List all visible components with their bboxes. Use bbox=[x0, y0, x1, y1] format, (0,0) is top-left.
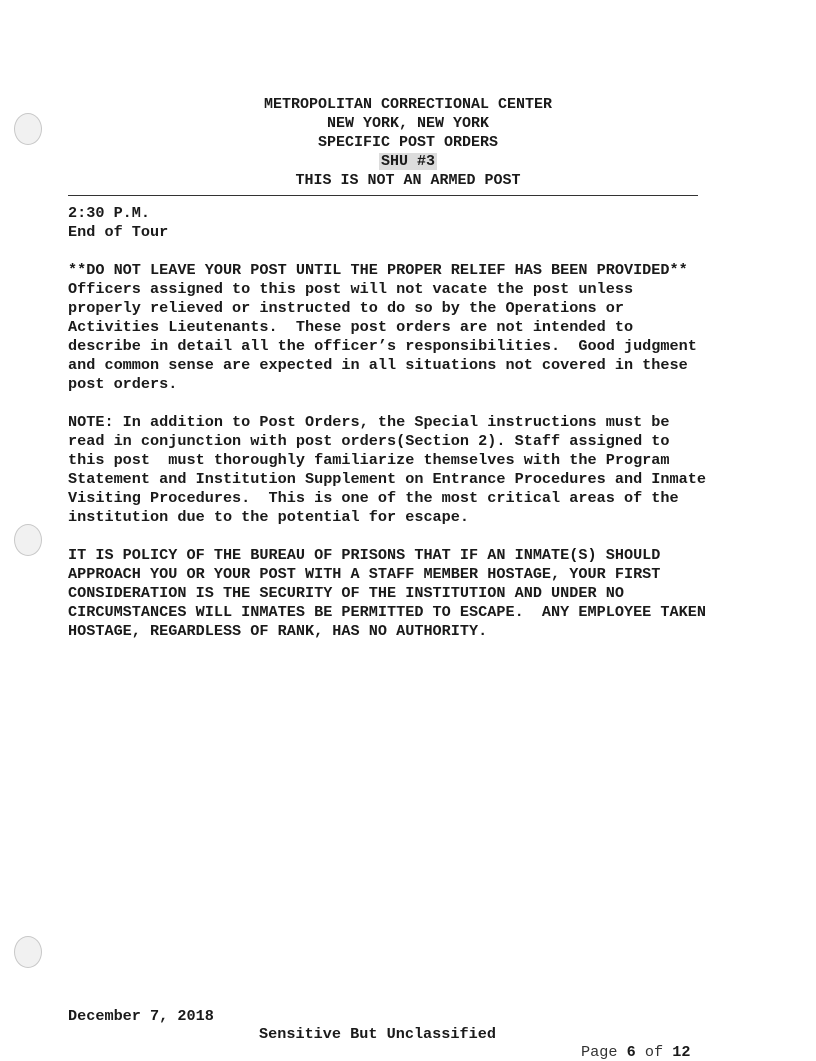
text-line: Statement and Institution Supplement on Entrance Procedures and Inmate bbox=[68, 470, 706, 488]
page-number bbox=[581, 1043, 690, 1061]
text-line: properly relieved or instructed to do so by the Operations or bbox=[68, 299, 624, 317]
page-footer bbox=[68, 989, 691, 1061]
text-line: Visiting Procedures. This is one of the most critical areas of the bbox=[68, 489, 679, 507]
text-line: describe in detail all the officer’s responsibilities. Good judgment bbox=[68, 337, 697, 355]
text-line: CONSIDERATION IS THE SECURITY OF THE INSTITUTION AND UNDER NO bbox=[68, 584, 624, 602]
header-institution: METROPOLITAN CORRECTIONAL CENTER bbox=[263, 96, 553, 113]
text-line: institution due to the potential for escape. bbox=[68, 508, 470, 526]
text-line: **DO NOT LEAVE YOUR POST UNTIL THE PROPER RELIEF HAS BEEN PROVIDED** bbox=[68, 261, 688, 279]
header-divider bbox=[68, 195, 698, 196]
text-line: CIRCUMSTANCES WILL INMATES BE PERMITTED TO ESCAPE. ANY EMPLOYEE TAKEN bbox=[68, 603, 706, 621]
time: 2:30 P.M. bbox=[68, 204, 151, 222]
header-location: NEW YORK, NEW YORK bbox=[326, 115, 490, 132]
footer-date: December 7, 2018 bbox=[68, 1007, 214, 1025]
text-line: NOTE: In addition to Post Orders, the Special instructions must be bbox=[68, 413, 670, 431]
header-doc-type: SPECIFIC POST ORDERS bbox=[317, 134, 499, 151]
header-armed-status: THIS IS NOT AN ARMED POST bbox=[295, 172, 521, 189]
text-line: this post must thoroughly familiarize themselves with the Program bbox=[68, 451, 670, 469]
paragraph-relief bbox=[68, 261, 697, 394]
page-current: 6 bbox=[626, 1043, 636, 1061]
punch-hole-bottom bbox=[14, 936, 42, 968]
text-line: post orders. bbox=[68, 375, 178, 393]
text-line: APPROACH YOU OR YOUR POST WITH A STAFF MEMBER HOSTAGE, YOUR FIRST bbox=[68, 565, 661, 583]
footer-classification: Sensitive But Unclassified bbox=[259, 1025, 496, 1043]
text-line: read in conjunction with post orders(Section 2). Staff assigned to bbox=[68, 432, 670, 450]
text-line: IT IS POLICY OF THE BUREAU OF PRISONS THAT IF AN INMATE(S) SHOULD bbox=[68, 546, 661, 564]
document-header bbox=[0, 95, 816, 190]
text-line: Officers assigned to this post will not vacate the post unless bbox=[68, 280, 634, 298]
time-block bbox=[68, 204, 168, 242]
page-total: 12 bbox=[672, 1043, 691, 1061]
text-line: HOSTAGE, REGARDLESS OF RANK, HAS NO AUTHORITY. bbox=[68, 622, 488, 640]
page-of: of bbox=[644, 1043, 664, 1061]
punch-hole-middle bbox=[14, 524, 42, 556]
text-line: Activities Lieutenants. These post orders are not intended to bbox=[68, 318, 634, 336]
header-post-name: SHU #3 bbox=[380, 153, 435, 170]
text-line: and common sense are expected in all situations not covered in these bbox=[68, 356, 688, 374]
time-description: End of Tour bbox=[68, 223, 169, 241]
page-label: Page bbox=[581, 1043, 618, 1061]
paragraph-note bbox=[68, 413, 706, 527]
paragraph-hostage-policy bbox=[68, 546, 706, 641]
